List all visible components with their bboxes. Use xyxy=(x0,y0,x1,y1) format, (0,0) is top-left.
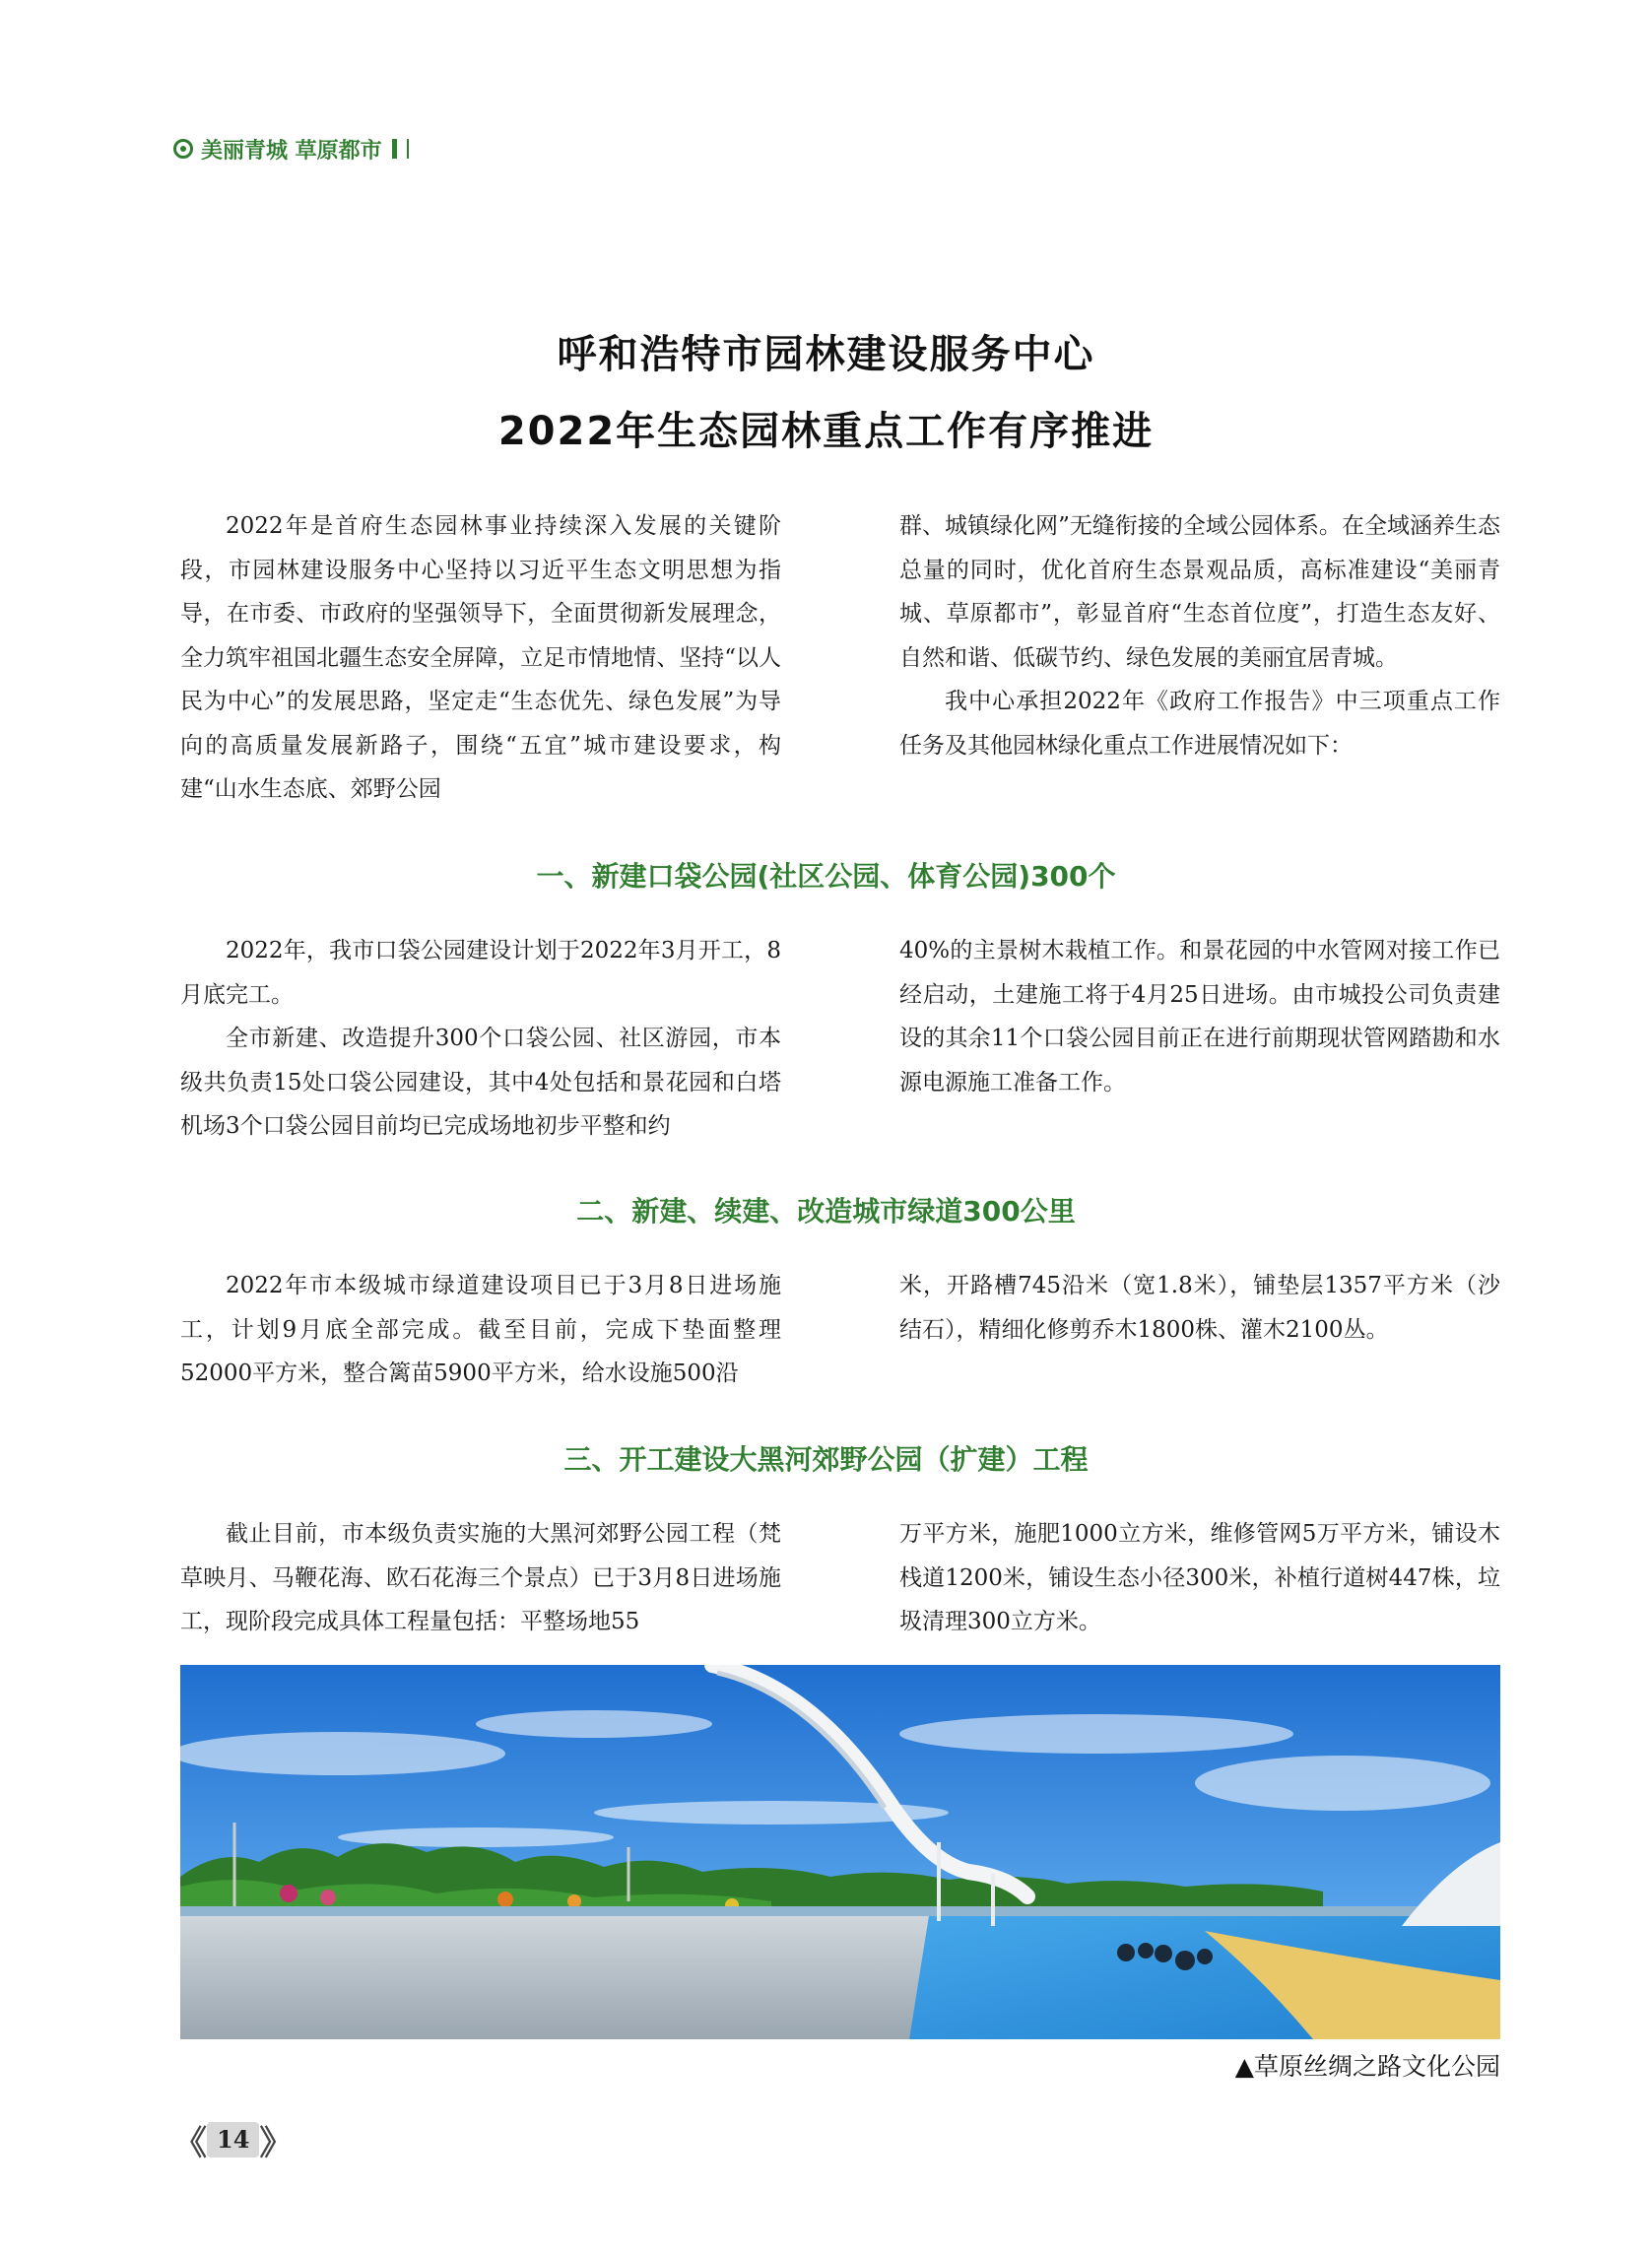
paragraph: 米，开路槽745沿米（宽1.8米），铺垫层1357平方米（沙结石），精细化修剪乔木1800株、灌木2100丛。 xyxy=(899,1273,1500,1343)
right-chevrons-icon: 》 xyxy=(259,2123,294,2163)
section3-right-column xyxy=(899,1512,1500,1644)
running-header xyxy=(173,132,409,166)
paragraph: 我中心承担2022年《政府工作报告》中三项重点工作任务及其他园林绿化重点工作进展情况如下： xyxy=(899,689,1500,759)
park-panorama-illustration xyxy=(180,1665,1500,2039)
section-heading-2: 二、新建、续建、改造城市绿道300公里 xyxy=(576,1195,1076,1228)
page-number-badge xyxy=(173,2118,293,2161)
intro-left-column xyxy=(180,504,781,812)
article-title-line2: 2022年生态园林重点工作有序推进 xyxy=(497,409,1155,454)
article-title-line1: 呼和浩特市园林建设服务中心 xyxy=(557,332,1095,377)
section2-columns xyxy=(180,1264,1500,1396)
park-photo xyxy=(180,1665,1500,2039)
paragraph: 万平方米，施肥1000立方米，维修管网5万平方米，铺设木栈道1200米，铺设生态小径300米，补植行道树447株，垃圾清理300立方米。 xyxy=(899,1521,1500,1634)
section1-columns xyxy=(180,929,1500,1149)
paragraph: 2022年是首府生态园林事业持续深入发展的关键阶段，市园林建设服务中心坚持以习近平生态文明思想为指导，在市委、市政府的坚强领导下，全面贯彻新发展理念，全力筑牢祖国北疆生态安全屏障，立足市情地情、坚持“以人民为中心”的发展思路，坚定走“生态优先、绿色发展”为导向的高质量发展新路子，围绕“五宜”城市建设要求，构建“山水生态底、郊野公园 xyxy=(180,513,781,802)
paragraph: 40%的主景树木栽植工作。和景花园的中水管网对接工作已经启动，土建施工将于4月25日进场。由市城投公司负责建设的其余11个口袋公园目前正在进行前期现状管网踏勘和水源电源施工准备工作。 xyxy=(899,938,1500,1095)
paragraph: 截止目前，市本级负责实施的大黑河郊野公园工程（梵草映月、马鞭花海、欧石花海三个景点）已于3月8日进场施工，现阶段完成具体工程量包括：平整场地55 xyxy=(180,1521,781,1634)
stone-plaza xyxy=(180,1916,929,2039)
intro-columns xyxy=(180,504,1500,812)
bar-ornament-icon xyxy=(392,139,397,159)
header-text: 美丽青城 草原都市 xyxy=(201,138,382,164)
circle-dot-icon xyxy=(173,139,193,159)
page-number: 14 xyxy=(207,2122,259,2157)
photo-caption: ▲草原丝绸之路文化公园 xyxy=(1234,2052,1500,2081)
section3-left-column xyxy=(180,1512,781,1644)
paragraph: 群、城镇绿化网”无缝衔接的全域公园体系。在全域涵养生态总量的同时，优化首府生态景观品质，高标准建设“美丽青城、草原都市”，彰显首府“生态首位度”，打造生态友好、自然和谐、低碳节约、绿色发展的美丽宜居青城。 xyxy=(899,513,1500,671)
intro-right-column xyxy=(899,504,1500,812)
section-heading-1: 一、新建口袋公园(社区公园、体育公园)300个 xyxy=(536,860,1116,893)
section-heading-3: 三、开工建设大黑河郊野公园（扩建）工程 xyxy=(563,1443,1089,1476)
section2-right-column xyxy=(899,1264,1500,1396)
paragraph: 全市新建、改造提升300个口袋公园、社区游园，市本级共负责15处口袋公园建设，其中4处包括和景花园和白塔机场3个口袋公园目前均已完成场地初步平整和约 xyxy=(180,1026,781,1139)
section1-left-column xyxy=(180,929,781,1149)
left-chevrons-icon: 《 xyxy=(173,2123,207,2163)
bar-ornament-thin-icon xyxy=(407,139,409,159)
paragraph: 2022年，我市口袋公园建设计划于2022年3月开工，8月底完工。 xyxy=(180,938,781,1008)
paragraph: 2022年市本级城市绿道建设项目已于3月8日进场施工，计划9月底全部完成。截至目前，完成下垫面整理52000平方米，整合篱苗5900平方米，给水设施500沿 xyxy=(180,1273,781,1386)
section2-left-column xyxy=(180,1264,781,1396)
section3-columns xyxy=(180,1512,1500,1644)
section1-right-column xyxy=(899,929,1500,1149)
